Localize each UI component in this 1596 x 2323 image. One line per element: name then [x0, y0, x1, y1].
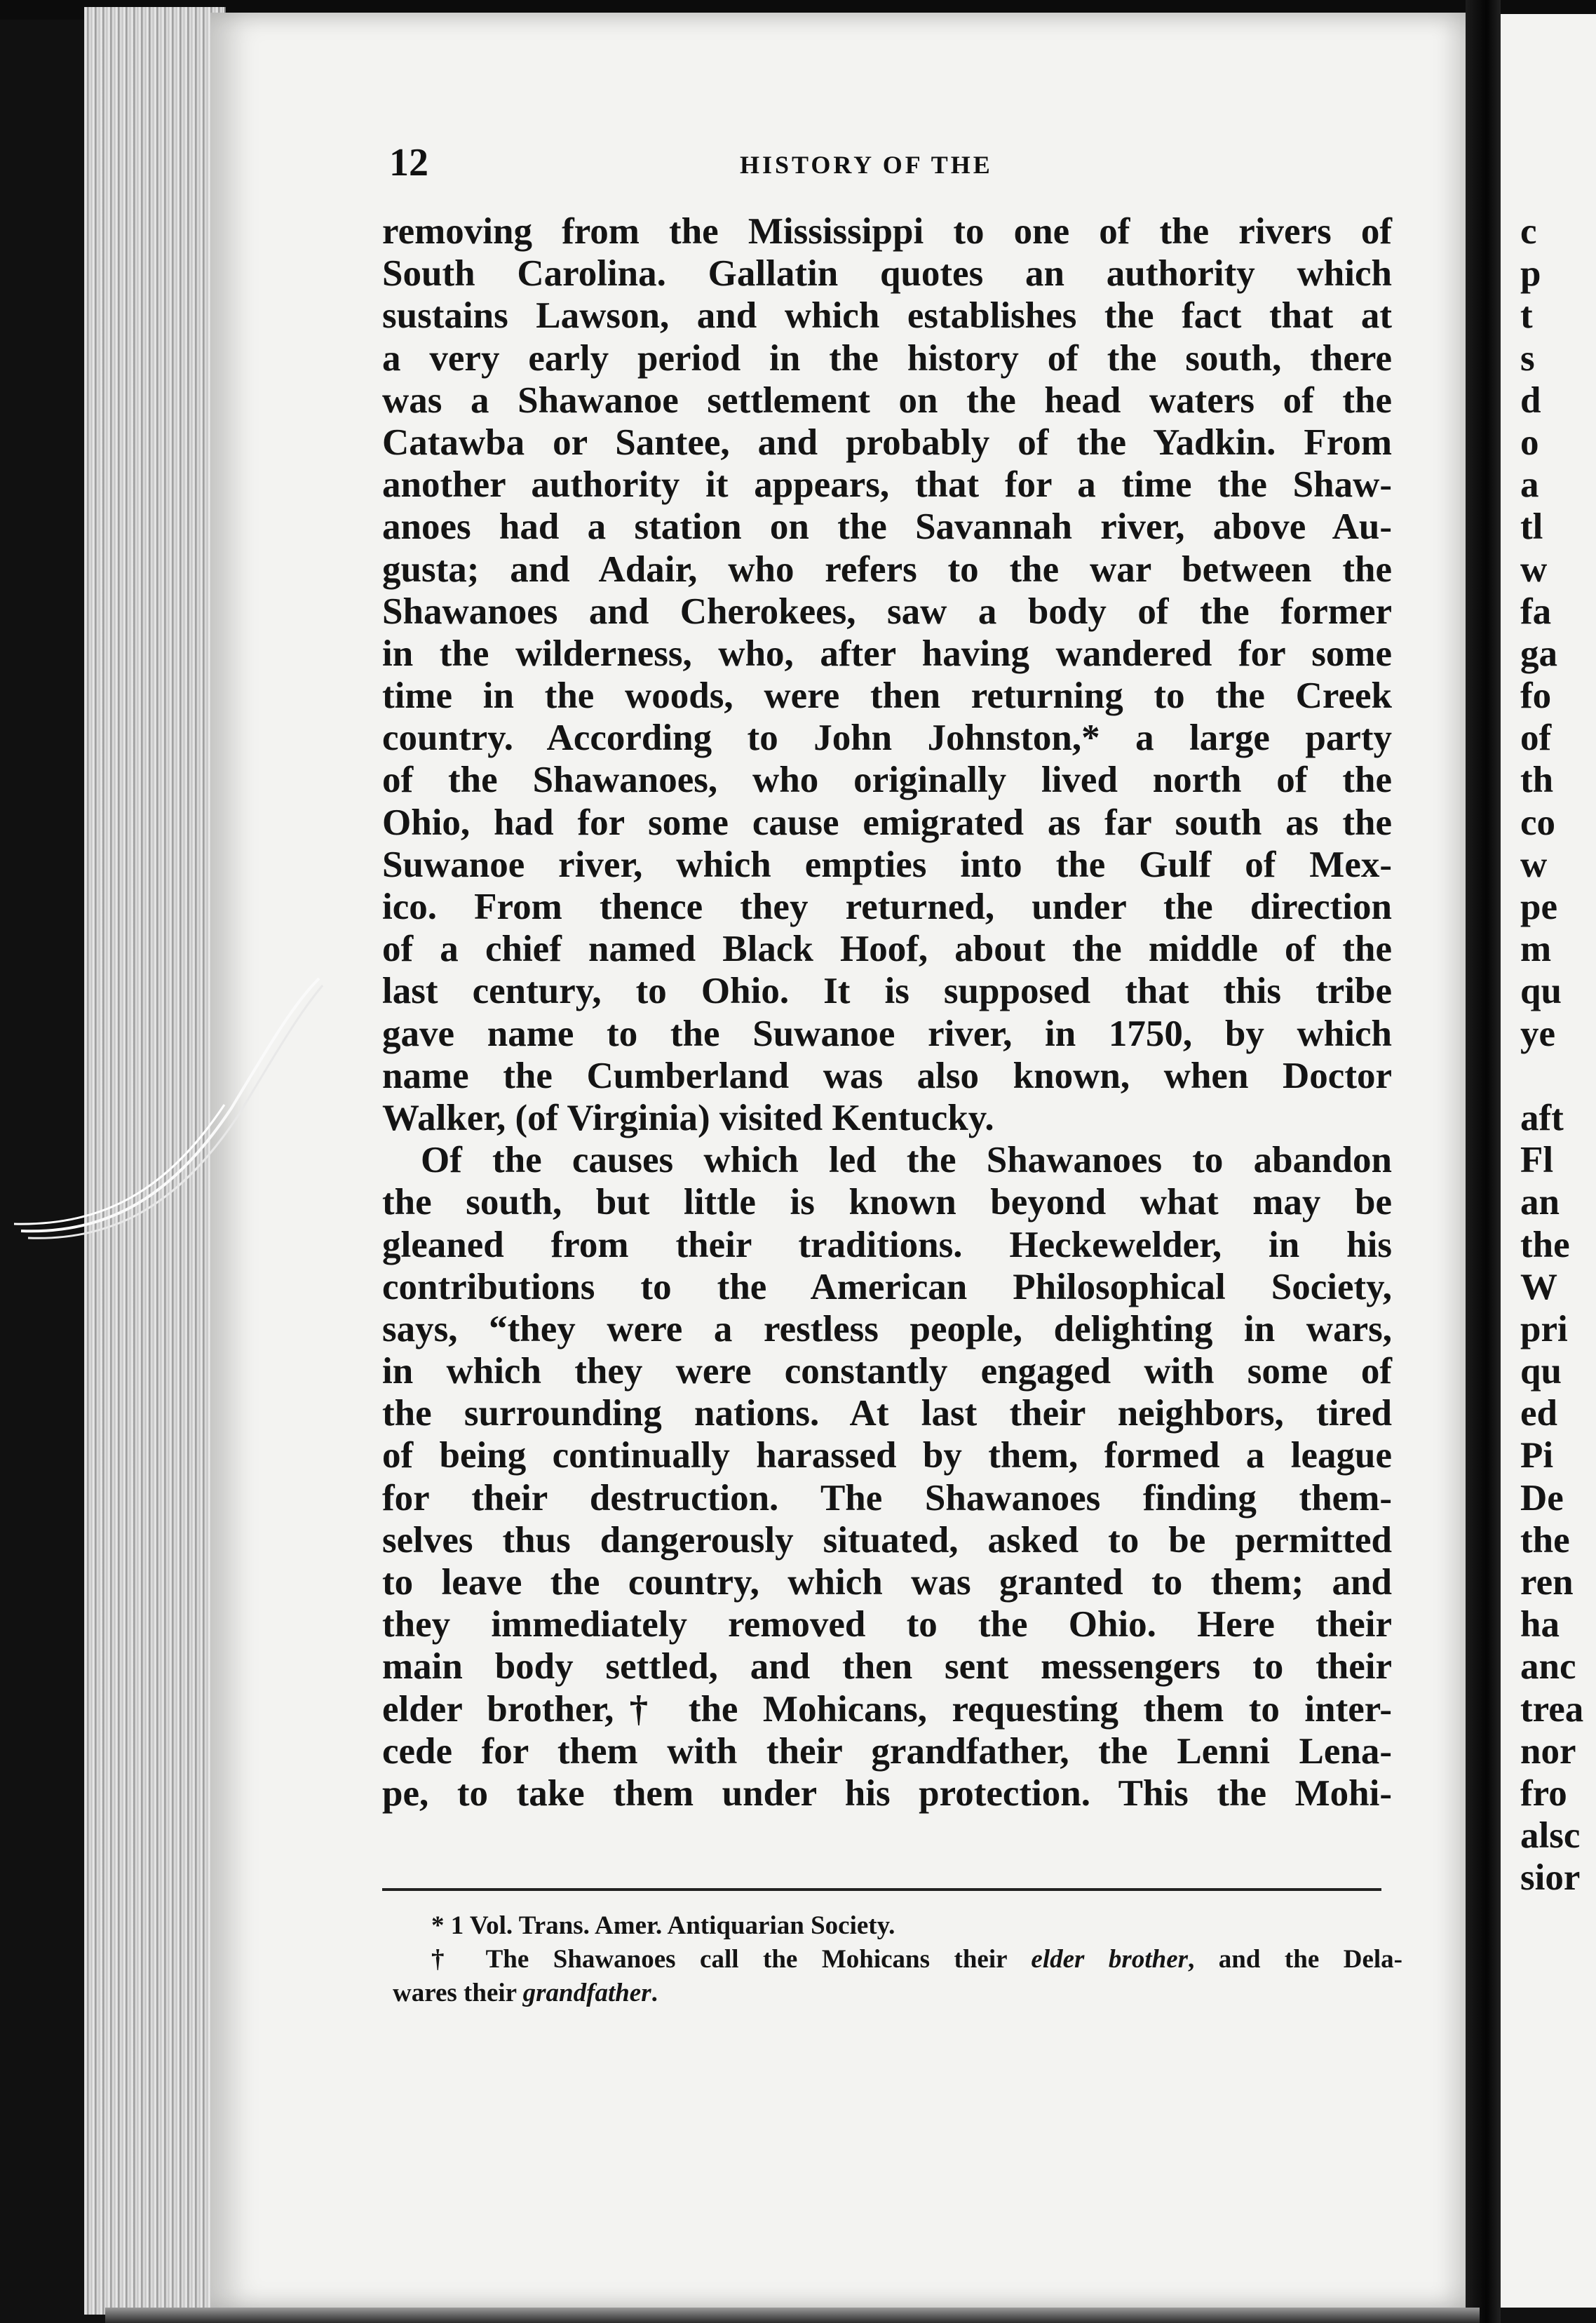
fragment: tl — [1520, 506, 1543, 548]
text-line: in the wilderness, who, after having wandered for some — [382, 633, 1392, 674]
text-line: name the Cumberland was also known, when Doctor — [382, 1055, 1392, 1096]
text-line: Catawba or Santee, and probably of the Yadkin. From — [382, 422, 1392, 463]
text-line: gleaned from their traditions. Heckewelder, in his — [382, 1224, 1392, 1265]
fragment: W — [1520, 1266, 1557, 1307]
footnotes — [393, 1909, 1402, 2010]
text-line: selves thus dangerously situated, asked to be permitted — [382, 1519, 1392, 1561]
footnote-rule — [382, 1888, 1381, 1891]
fragment: ha — [1520, 1604, 1560, 1645]
fragment: pe — [1520, 887, 1557, 927]
text-line: they immediately removed to the Ohio. Here their — [382, 1604, 1392, 1645]
text-line: pe, to take them under his protection. This the Mohi- — [382, 1772, 1392, 1814]
paragraph-start-line: Of the causes which led the Shawanoes to abandon — [421, 1140, 1392, 1181]
fragment: Fl — [1520, 1140, 1554, 1181]
running-head: HISTORY OF THE — [740, 151, 993, 179]
text-line: another authority it appears, that for a time the Shaw- — [382, 464, 1392, 506]
fragment: fo — [1520, 675, 1552, 717]
text-line: for their destruction. The Shawanoes finding them- — [382, 1477, 1392, 1519]
text-line: Ohio, had for some cause emigrated as far south as the — [382, 802, 1392, 843]
body-text — [382, 210, 1392, 1814]
book-gutter — [1466, 0, 1501, 2323]
text-line: elder brother,† the Mohicans, requesting them to inter- — [382, 1688, 1392, 1730]
fragment: aft — [1520, 1097, 1564, 1138]
text-line: the south, but little is known beyond what may be — [382, 1182, 1392, 1223]
fragment: m — [1520, 929, 1552, 970]
fragment: alsc — [1520, 1815, 1581, 1857]
fragment: anc — [1520, 1646, 1576, 1688]
fragment: w — [1520, 844, 1548, 885]
fragment: s — [1520, 337, 1535, 379]
text-line: of a chief named Black Hoof, about the middle of the — [382, 929, 1392, 970]
bottom-page-edge — [105, 2308, 1480, 2323]
text-line: a very early period in the history of the south, there — [382, 337, 1392, 379]
text-line: cede for them with their grandfather, the Lenni Lena- — [382, 1730, 1392, 1772]
text-line: anoes had a station on the Savannah river, above Au- — [382, 506, 1392, 548]
footnote-2-line-1 — [393, 1943, 1402, 1977]
footnote-text: , and the Dela- — [1188, 1945, 1402, 1974]
right-page-text-fragments — [1520, 210, 1596, 1899]
text-line: main body settled, and then sent messengers to their — [382, 1646, 1392, 1688]
text-line: contributions to the American Philosophical Society, — [382, 1266, 1392, 1307]
fragment: co — [1520, 802, 1556, 843]
fragment: the — [1520, 1519, 1570, 1561]
footnote-text: † The Shawanoes call the Mohicans their — [431, 1945, 1032, 1974]
text-line: Shawanoes and Cherokees, saw a body of the former — [382, 591, 1392, 632]
page-header — [389, 140, 1388, 189]
fragment: qu — [1520, 1351, 1562, 1392]
footnote-italic: grandfather — [522, 1979, 651, 2007]
text-line: says, “they were a restless people, delighting in wars, — [382, 1308, 1392, 1349]
text-line: the surrounding nations. At last their neighbors, tired — [382, 1393, 1392, 1434]
text-line: removing from the Mississippi to one of the rivers of — [382, 211, 1392, 252]
fragment: a — [1520, 464, 1539, 506]
footnote-text: . — [651, 1979, 658, 2007]
fragment: qu — [1520, 971, 1562, 1012]
footnote-1: * 1 Vol. Trans. Amer. Antiquarian Society. — [431, 1911, 895, 1940]
page-number: 12 — [389, 141, 428, 184]
fragment: of — [1520, 718, 1552, 759]
fragment: De — [1520, 1477, 1564, 1519]
fragment: th — [1520, 760, 1554, 801]
text-line: Walker, (of Virginia) visited Kentucky. — [382, 1097, 994, 1138]
fragment: Pi — [1520, 1435, 1554, 1476]
text-line: South Carolina. Gallatin quotes an authority which — [382, 253, 1392, 295]
fragment: t — [1520, 295, 1533, 337]
text-line: last century, to Ohio. It is supposed that this tribe — [382, 971, 1392, 1012]
fragment: nor — [1520, 1730, 1576, 1772]
bookmark-thread — [0, 0, 421, 1333]
fragment: ed — [1520, 1393, 1557, 1434]
text-line: in which they were constantly engaged with some of — [382, 1351, 1392, 1392]
fragment: fa — [1520, 591, 1552, 632]
footnote-italic: elder brother — [1031, 1945, 1189, 1974]
fragment: sior — [1520, 1857, 1581, 1899]
fragment: pri — [1520, 1308, 1568, 1349]
fragment: the — [1520, 1224, 1570, 1265]
fragment: fro — [1520, 1772, 1567, 1814]
text-line: of the Shawanoes, who originally lived north of the — [382, 760, 1392, 801]
footnote-text: wares their — [393, 1979, 523, 2007]
fragment: ren — [1520, 1562, 1574, 1603]
fragment: w — [1520, 548, 1548, 590]
fragment: p — [1520, 253, 1541, 295]
text-line: gusta; and Adair, who refers to the war between the — [382, 548, 1392, 590]
text-line: to leave the country, which was granted to them; and — [382, 1562, 1392, 1603]
fragment: ga — [1520, 633, 1557, 674]
footnote-2-line-2 — [393, 1977, 1402, 2010]
fragment: trea — [1520, 1688, 1584, 1730]
text-line: country. According to John Johnston,* a large party — [382, 718, 1392, 759]
text-line: Suwanoe river, which empties into the Gulf of Mex- — [382, 844, 1392, 885]
text-line: ico. From thence they returned, under the direction — [382, 887, 1392, 927]
fragment: an — [1520, 1182, 1560, 1223]
text-line: of being continually harassed by them, formed a league — [382, 1435, 1392, 1476]
fragment: c — [1520, 211, 1537, 252]
fragment: d — [1520, 379, 1541, 421]
text-line: time in the woods, were then returning to the Creek — [382, 675, 1392, 717]
fragment — [1520, 1055, 1596, 1097]
fragment: ye — [1520, 1013, 1556, 1054]
text-line: gave name to the Suwanoe river, in 1750, by which — [382, 1013, 1392, 1054]
text-line: sustains Lawson, and which establishes the fact that at — [382, 295, 1392, 337]
text-line: was a Shawanoe settlement on the head waters of the — [382, 379, 1392, 421]
fragment: o — [1520, 422, 1539, 463]
